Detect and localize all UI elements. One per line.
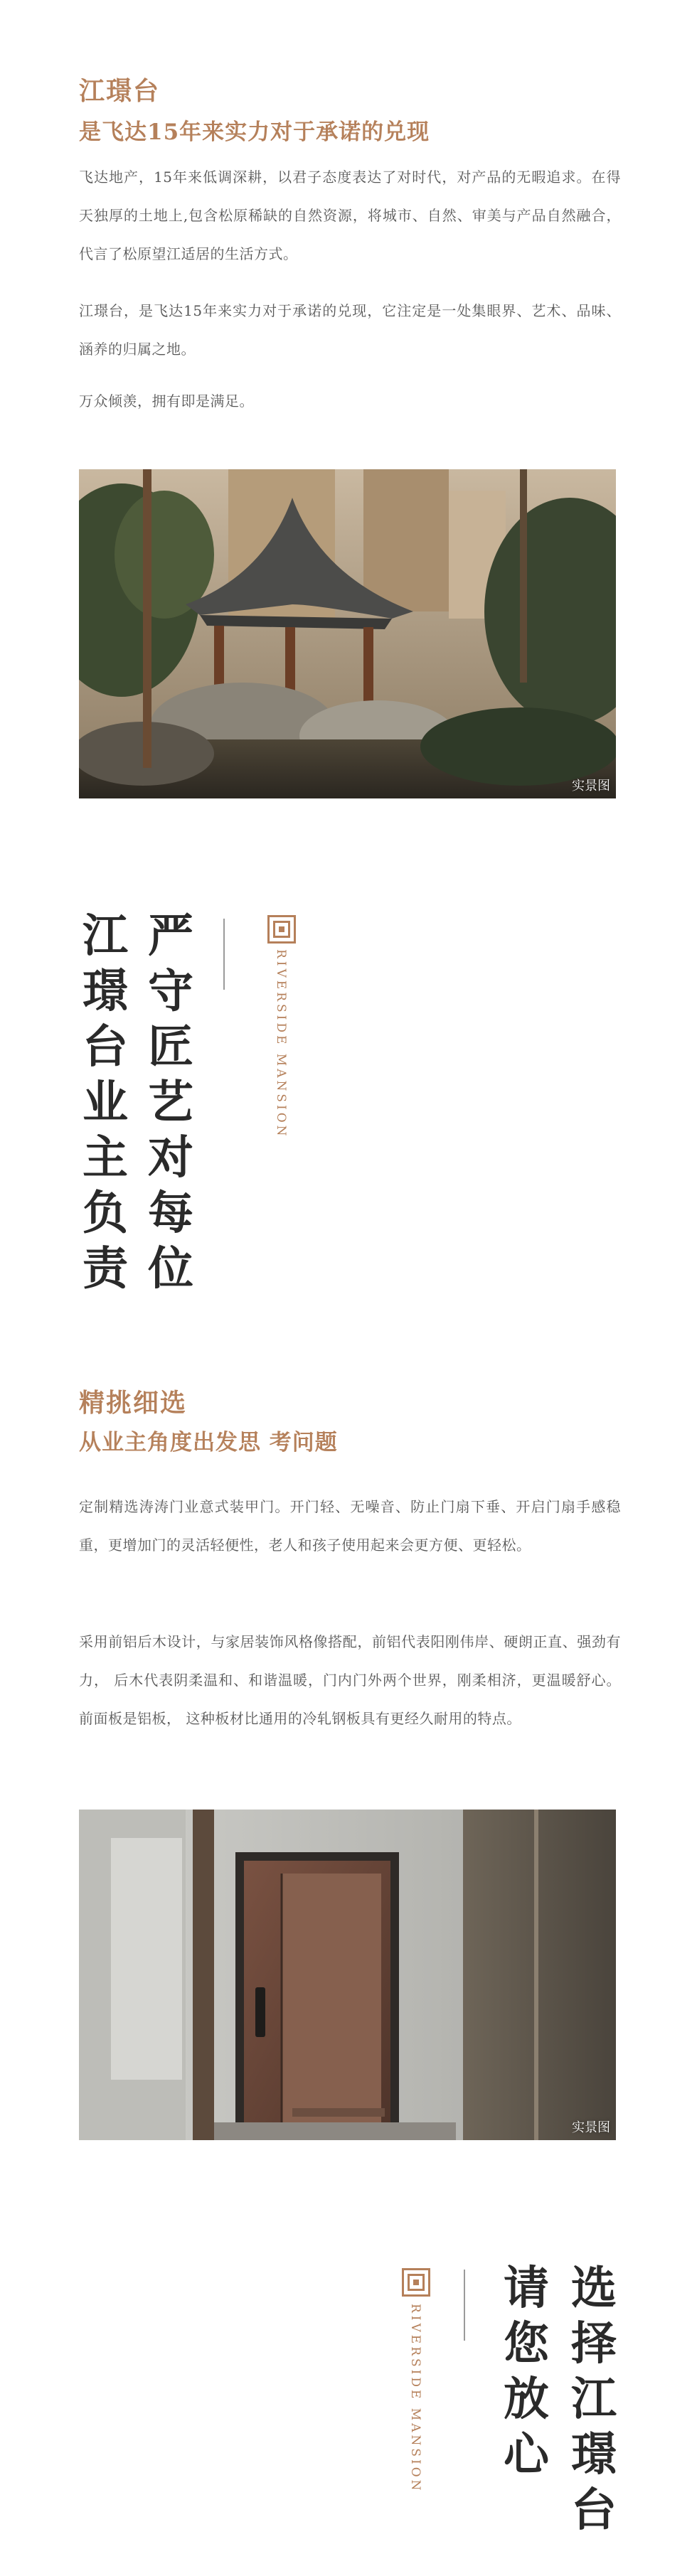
- brand-vertical-text: RIVERSIDE MANSION: [274, 949, 288, 1139]
- photo-caption: 实景图: [572, 2120, 610, 2135]
- intro-paragraph-3: 万众倾羡，拥有即是满足。: [79, 392, 254, 410]
- intro-paragraph-2: 江璟台，是飞达15年来实力对于承诺的兑现，它注定是一处集眼界、艺术、品味、涵养的归属之地。: [79, 302, 621, 358]
- pavilion-photo: [79, 469, 616, 798]
- craft-title: 精挑细选: [79, 1388, 188, 1418]
- slogan1-left-column: 江 璟 台 业 主 负 责: [83, 909, 128, 1295]
- door-photo: [79, 1810, 616, 2140]
- craft-paragraph-2: 采用前铝后木设计，与家居装饰风格像搭配，前铝代表阳刚伟岸、硬朗正直、强劲有力， 后木代表阴柔温和、和谐温暖，门内门外两个世界，刚柔相济，更温暖舒心。前面板是铝板， 这种板材比通用的冷轧钢板具有更经久耐用的特点。: [79, 1633, 621, 1727]
- divider-line: [223, 919, 225, 990]
- divider-line: [464, 2270, 465, 2341]
- intro-title: 江璟台: [79, 76, 161, 106]
- craft-paragraph-1: 定制精选涛涛门业意式装甲门。开门轻、无噪音、防止门扇下垂、开启门扇手感稳重，更增加门的灵活轻便性，老人和孩子使用起来会更方便、更轻松。: [79, 1498, 621, 1554]
- brand-seal-icon: [402, 2268, 430, 2297]
- slogan2-left-column: 请 您 放 心: [504, 2262, 549, 2481]
- brand-vertical-text: RIVERSIDE MANSION: [408, 2304, 422, 2494]
- craft-subtitle: 从业主角度出发思 考问题: [79, 1430, 338, 1455]
- slogan1-right-column: 严 守 匠 艺 对 每 位: [148, 909, 193, 1295]
- intro-paragraph-1: 飞达地产，15年来低调深耕，以君子态度表达了对时代，对产品的无暇追求。在得天独厚的土地上,包含松原稀缺的自然资源，将城市、自然、审美与产品自然融合，代言了松原望江适居的生活方式。: [79, 169, 621, 262]
- slogan2-right-column: 选 择 江 璟 台: [571, 2262, 617, 2537]
- brand-seal-icon: [267, 915, 296, 944]
- photo-caption: 实景图: [572, 779, 610, 793]
- intro-subtitle: 是飞达15年来实力对于承诺的兑现: [79, 119, 430, 145]
